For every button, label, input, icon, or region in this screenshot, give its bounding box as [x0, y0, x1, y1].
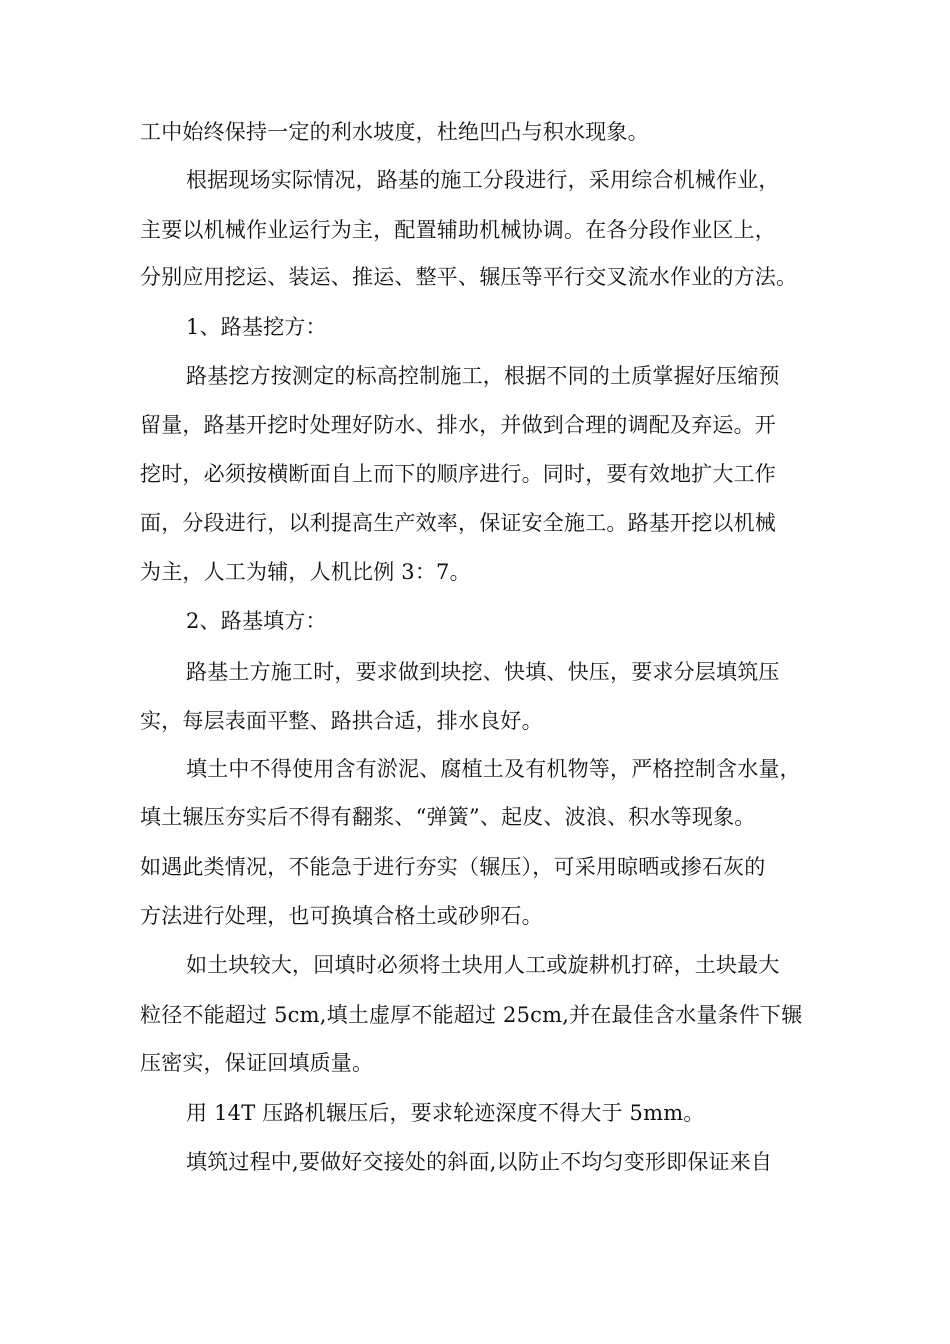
- paragraph-line: 实，每层表面平整、路拱合适，排水良好。: [140, 709, 543, 733]
- paragraph-line: 路基土方施工时，要求做到块挖、快填、快压，要求分层填筑压: [186, 660, 780, 684]
- paragraph-line: 如遇此类情况，不能急于进行夯实（辗压），可采用晾晒或掺石灰的: [140, 855, 766, 879]
- paragraph-line: 主要以机械作业运行为主，配置辅助机械协调。在各分段作业区上，: [140, 218, 776, 242]
- paragraph-line: 为主，人工为辅，人机比例 3：7。: [140, 560, 471, 584]
- paragraph-line: 分别应用挖运、装运、推运、整平、辗压等平行交叉流水作业的方法。: [140, 265, 798, 289]
- paragraph-line: 路基挖方按测定的标高控制施工，根据不同的土质掌握好压缩预: [186, 364, 780, 388]
- paragraph-line: 留量，路基开挖时处理好防水、排水，并做到合理的调配及弃运。开: [140, 413, 776, 437]
- paragraph-line: 粒径不能超过 5cm,填土虚厚不能超过 25cm,并在最佳含水量条件下辗: [140, 1003, 803, 1027]
- paragraph-line: 用 14T 压路机辗压后，要求轮迹深度不得大于 5mm。: [186, 1101, 705, 1125]
- paragraph-line: 根据现场实际情况，路基的施工分段进行，采用综合机械作业，: [186, 168, 780, 192]
- paragraph-line: 压密实，保证回填质量。: [140, 1051, 374, 1075]
- paragraph-line: 方法进行处理，也可换填合格土或砂卵石。: [140, 904, 543, 928]
- paragraph-line: 面，分段进行，以利提高生产效率，保证安全施工。路基开挖以机械: [140, 511, 776, 535]
- paragraph-line: 如土块较大，回填时必须将土块用人工或旋耕机打碎，土块最大: [186, 953, 780, 977]
- paragraph-line: 填筑过程中,要做好交接处的斜面,以防止不均匀变形即保证来自: [186, 1150, 773, 1174]
- paragraph-line: 填土中不得使用含有淤泥、腐植土及有机物等，严格控制含水量，: [186, 757, 801, 781]
- section-heading: 2、路基填方：: [186, 609, 327, 633]
- paragraph-line: 工中始终保持一定的利水坡度，杜绝凹凸与积水现象。: [140, 120, 649, 144]
- paragraph-line: 填土辗压夯实后不得有翻浆、“弹簧”、起皮、波浪、积水等现象。: [140, 805, 756, 829]
- paragraph-line: 挖时，必须按横断面自上而下的顺序进行。同时，要有效地扩大工作: [140, 462, 776, 486]
- section-heading: 1、路基挖方：: [186, 315, 327, 339]
